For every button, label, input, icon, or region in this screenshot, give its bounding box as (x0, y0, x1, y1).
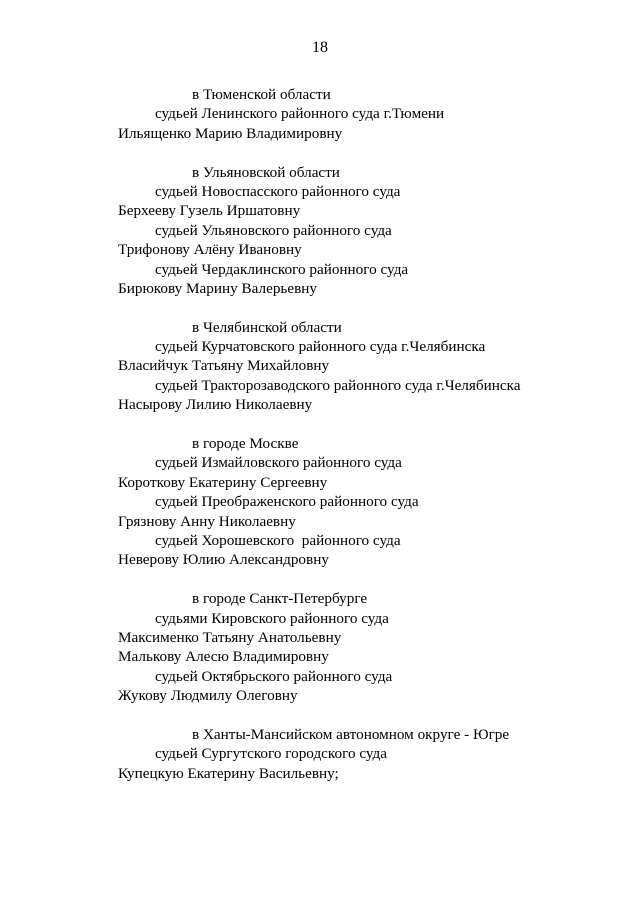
judge-name: Трифонову Алёну Ивановну (118, 241, 302, 259)
section-chelyabinsk (0, 318, 640, 415)
section-moscow (0, 434, 640, 570)
judge-name: Максименко Татьяну Анатольевну (118, 628, 342, 646)
court-appointment: судьей Сургутского городского суда (155, 745, 388, 763)
judge-name: Короткову Екатерину Сергеевну (118, 473, 328, 491)
region-heading: в Ульяновской области (192, 163, 340, 181)
court-appointment: судьей Курчатовского районного суда г.Челябинска (155, 338, 486, 356)
court-appointment: судьями Кировского районного суда (155, 609, 389, 627)
court-appointment: судьей Ленинского районного суда г.Тюмени (155, 105, 445, 123)
region-heading: в Ханты-Мансийском автономном округе - Югре (192, 725, 510, 743)
document-body (0, 85, 640, 783)
section-ulyanovsk (0, 163, 640, 299)
judge-name: Берхееву Гузель Иршатовну (118, 202, 301, 220)
judge-name: Грязнову Анну Николаевну (118, 512, 296, 530)
court-appointment: судьей Ульяновского районного суда (155, 221, 392, 239)
judge-name: Ильященко Марию Владимировну (118, 124, 343, 142)
region-heading: в городе Санкт-Петербурге (192, 590, 368, 608)
judge-name: Неверову Юлию Александровну (118, 551, 329, 569)
section-spacer (0, 706, 640, 725)
court-appointment: судьей Тракторозаводского районного суда г.Челябинска (155, 376, 521, 394)
court-appointment: судьей Измайловского районного суда (155, 454, 402, 472)
court-appointment: судьей Чердаклинского районного суда (155, 260, 409, 278)
section-spacer (0, 415, 640, 434)
region-heading: в городе Москве (192, 435, 299, 453)
court-appointment: судьей Октябрьского районного суда (155, 667, 393, 685)
section-spacer (0, 298, 640, 317)
judge-name: Жукову Людмилу Олеговну (118, 687, 298, 705)
page-number: 18 (312, 39, 328, 56)
court-appointment: судьей Новоспасского районного суда (155, 182, 401, 200)
section-saint-petersburg (0, 589, 640, 705)
judge-name: Малькову Алесю Владимировну (118, 648, 329, 666)
judge-name: Насырову Лилию Николаевну (118, 396, 313, 414)
judge-name: Купецкую Екатерину Васильевну; (118, 764, 339, 782)
section-spacer (0, 143, 640, 162)
region-heading: в Челябинской области (192, 318, 342, 336)
court-appointment: судьей Хорошевского районного суда (155, 531, 401, 549)
section-khanty-mansi (0, 725, 640, 783)
court-appointment: судьей Преображенского районного суда (155, 493, 419, 511)
section-tyumen (0, 85, 640, 143)
section-spacer (0, 570, 640, 589)
judge-name: Бирюкову Марину Валерьевну (118, 279, 317, 297)
region-heading: в Тюменской области (192, 86, 331, 103)
judge-name: Власийчук Татьяну Михайловну (118, 357, 330, 375)
